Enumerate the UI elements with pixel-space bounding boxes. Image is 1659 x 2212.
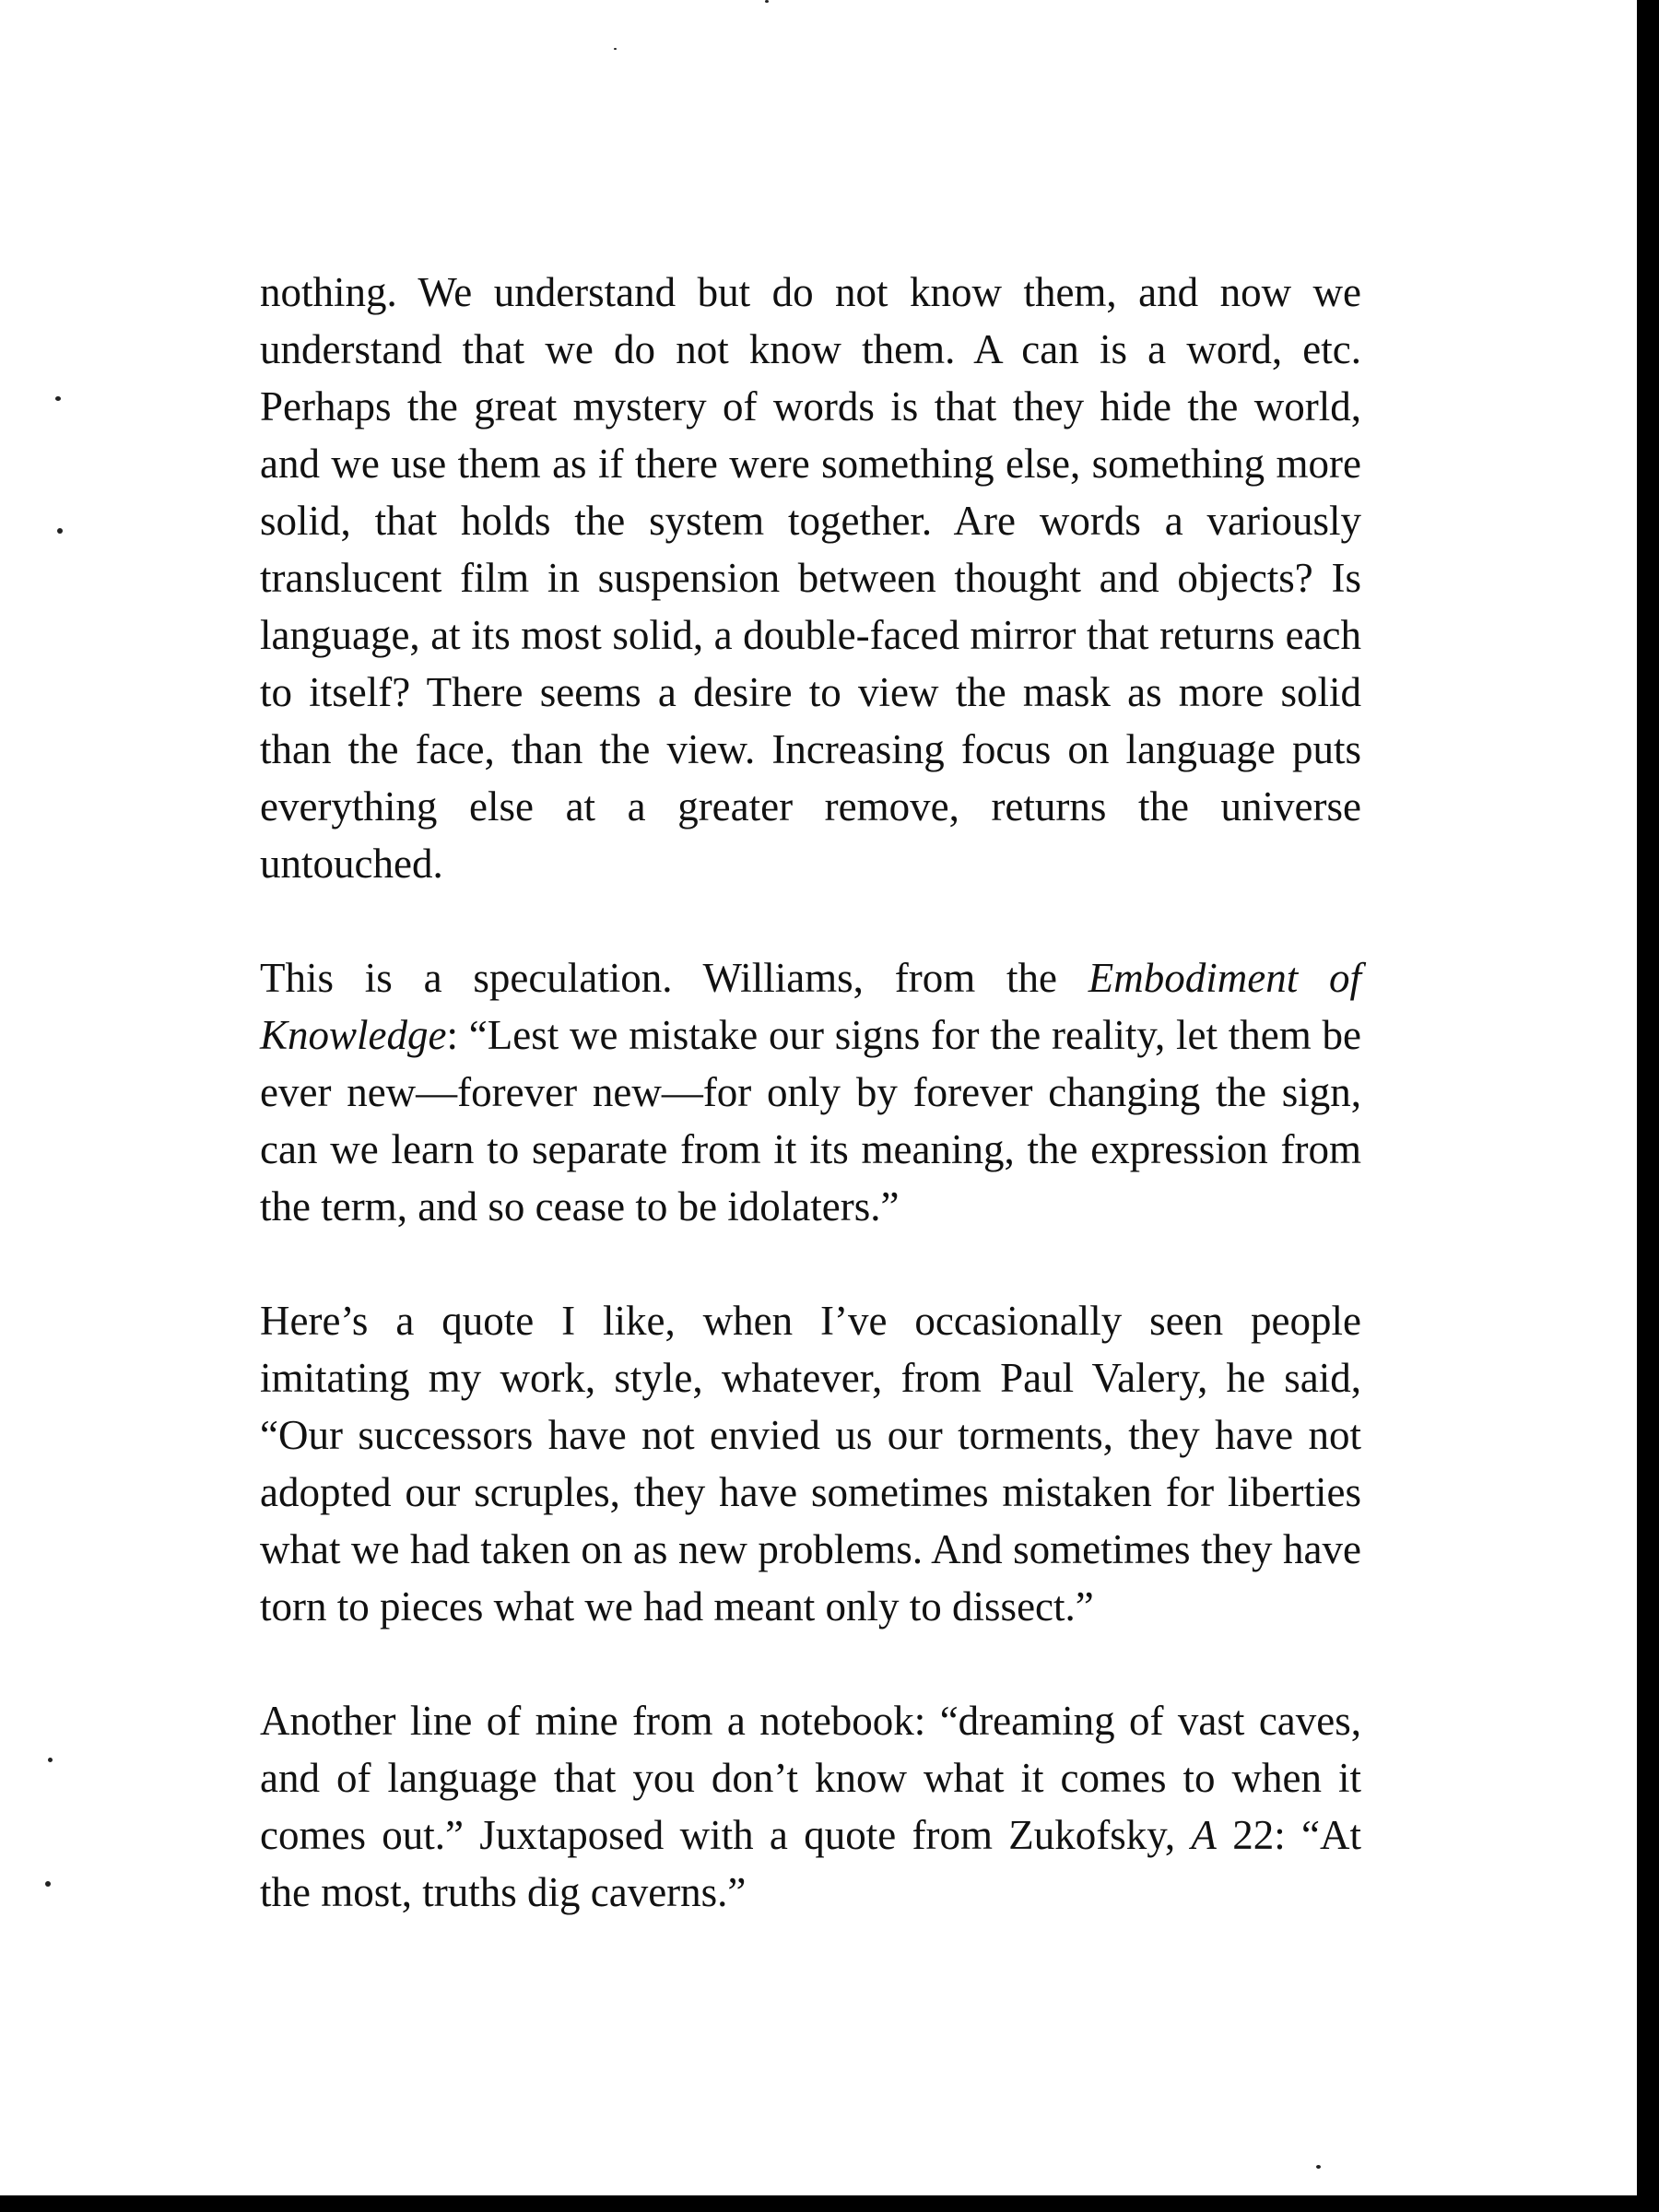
scan-speck	[55, 396, 61, 401]
paragraph-text: 22: “At the most, truths dig caverns.”	[260, 1812, 1361, 1915]
paragraph-valery-quote	[260, 1292, 1361, 1635]
paragraph-words-and-world	[260, 264, 1361, 892]
paragraph-text: nothing. We understand but do not know them, and now we understand that we do not know them. A can is a word, etc. Perhaps the great mystery of words is that they hide the world, and we use them as if there were something else, something more solid, that holds the system together. Are words a variously translucent film in suspension between thought and objects? Is language, at its most solid, a double-faced mirror that returns each to itself? There seems a desire to view the mask as more solid than the face, than the view. Increasing focus on language puts everything else at a greater remove, returns the universe untouched.	[260, 269, 1361, 887]
paragraph-text: This is a speculation. Williams, from the	[260, 955, 1088, 1001]
paragraph-williams-quote	[260, 949, 1361, 1235]
book-title: Embodiment of Knowledge	[260, 955, 1362, 1058]
scan-speck	[48, 1758, 53, 1762]
paragraph-text: Another line of mine from a notebook: “dreaming of vast caves, and of language that you don’t know what it comes to when it comes out.” Juxtaposed with a quote from Zukofsky,	[260, 1698, 1361, 1858]
scan-speck	[614, 48, 617, 50]
work-title: A	[1191, 1812, 1217, 1858]
scan-speck	[45, 1881, 51, 1887]
scan-speck	[57, 528, 63, 534]
paragraph-text: Here’s a quote I like, when I’ve occasionally seen people imitating my work, style, whatever, from Paul Valery, he said, “Our successors have not envied us our torments, they have not adopted our scruples, they have sometimes mistaken for liberties what we had taken on as new problems. And sometimes they have torn to pieces what we had meant only to dissect.”	[260, 1298, 1361, 1630]
paragraph-text: : “Lest we mistake our signs for the reality, let them be ever new—forever new—for only by forever changing the sign, can we learn to separate from it its meaning, the expression from the term, and so cease to be idolaters.”	[260, 1012, 1361, 1230]
scan-speck	[1316, 2165, 1321, 2169]
scan-speck	[765, 0, 769, 3]
paragraph-notebook-line	[260, 1692, 1361, 1921]
body-text	[260, 264, 1361, 1921]
